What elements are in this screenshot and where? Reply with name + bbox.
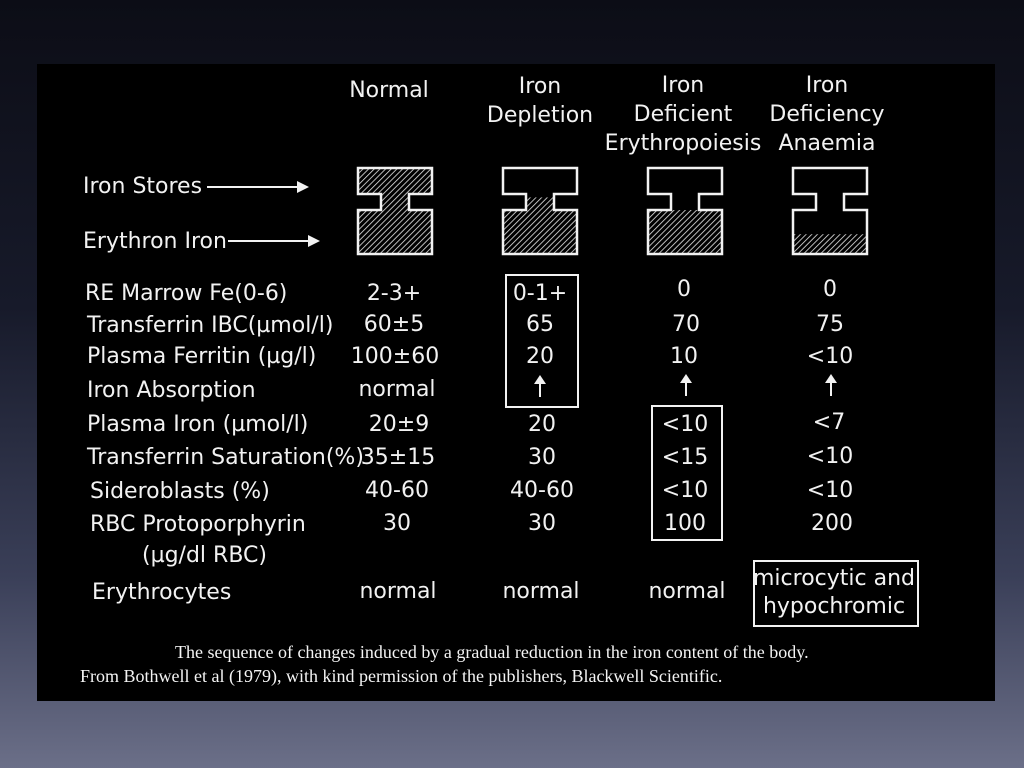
value-depletion-erythrocytes: normal: [502, 579, 580, 604]
row-label-plasma-ferritin: Plasma Ferritin (µg/l): [87, 344, 317, 369]
row-label-transferrin-ibc: Transferrin IBC(µmol/l): [87, 313, 334, 338]
iron-stores-label: Iron Stores: [83, 174, 203, 199]
value-ida-re-marrow: 0: [823, 277, 837, 302]
row-label-rbc-protoporphyrin-unit: (µg/dl RBC): [142, 543, 267, 568]
value-ide-re-marrow: 0: [677, 277, 691, 302]
value-normal-transferrin-saturation: 35±15: [360, 445, 436, 470]
value-depletion-plasma-ferritin: 20: [526, 344, 554, 369]
iron-diagram-iron-depletion: [500, 165, 580, 257]
erythron-iron-fill: [358, 210, 432, 254]
value-normal-plasma-iron: 20±9: [368, 412, 430, 437]
value-ide-plasma-iron: <10: [661, 412, 709, 437]
iron-stores-arrow-line: [207, 186, 297, 188]
row-label-iron-absorption: Iron Absorption: [87, 378, 256, 403]
value-ida-sideroblasts: <10: [806, 478, 854, 503]
row-label-erythrocytes: Erythrocytes: [92, 580, 232, 605]
header-iron-deficient-erythropoiesis: Iron Deficient Erythropoiesis: [604, 73, 762, 156]
value-ida-transferrin-ibc: 75: [816, 312, 844, 337]
value-ide-transferrin-saturation: <15: [661, 445, 709, 470]
value-depletion-plasma-iron: 20: [528, 412, 556, 437]
value-normal-sideroblasts: 40-60: [365, 478, 429, 503]
value-depletion-rbc-protoporphyrin: 30: [528, 511, 556, 536]
value-normal-rbc-protoporphyrin: 30: [383, 511, 411, 536]
erythron-iron-fill: [793, 234, 867, 254]
value-normal-transferrin-ibc: 60±5: [363, 312, 425, 337]
iron-diagram-iron-deficient-erythropoiesis: [645, 165, 725, 257]
value-depletion-transferrin-ibc: 65: [526, 312, 554, 337]
value-normal-plasma-ferritin: 100±60: [350, 344, 440, 369]
value-ida-erythrocytes: microcytic and hypochromic: [753, 566, 915, 619]
erythron-iron-fill: [503, 210, 577, 254]
iron-diagram-normal: [355, 165, 435, 257]
value-depletion-sideroblasts: 40-60: [510, 478, 574, 503]
iron-stores-fill: [358, 168, 432, 194]
iron-diagram-iron-deficiency-anaemia: [790, 165, 870, 257]
value-ide-erythrocytes: normal: [648, 579, 726, 604]
up-arrow-icon: [539, 383, 541, 397]
value-ide-plasma-ferritin: 10: [670, 344, 698, 369]
value-normal-erythrocytes: normal: [359, 579, 437, 604]
row-label-rbc-protoporphyrin: RBC Protoporphyrin: [90, 512, 306, 537]
header-iron-depletion: Iron Depletion: [486, 74, 594, 128]
erythron-iron-label: Erythron Iron: [83, 229, 227, 254]
value-normal-re-marrow: 2-3+: [366, 281, 422, 306]
caption-line-2: From Bothwell et al (1979), with kind permission of the publishers, Blackwell Scientific.: [80, 666, 723, 686]
value-ide-rbc-protoporphyrin: 100: [664, 511, 706, 536]
header-iron-deficiency-anaemia: Iron Deficiency Anaemia: [769, 73, 885, 156]
value-depletion-transferrin-saturation: 30: [528, 445, 556, 470]
erythron-iron-fill: [648, 210, 722, 254]
up-arrow-icon: [830, 382, 832, 396]
value-ide-transferrin-ibc: 70: [672, 312, 700, 337]
iron-stores-arrow-head: [297, 181, 309, 193]
value-ida-transferrin-saturation: <10: [806, 444, 854, 469]
value-ida-plasma-iron: <7: [812, 410, 846, 435]
value-normal-iron-absorption: normal: [358, 377, 436, 402]
erythron-iron-arrow-head: [308, 235, 320, 247]
up-arrow-icon: [685, 382, 687, 396]
row-label-re-marrow: RE Marrow Fe(0-6): [85, 281, 288, 306]
row-label-sideroblasts: Sideroblasts (%): [90, 479, 270, 504]
value-ide-sideroblasts: <10: [661, 478, 709, 503]
caption-line-1: The sequence of changes induced by a gradual reduction in the iron content of the body.: [175, 642, 809, 662]
row-label-plasma-iron: Plasma Iron (µmol/l): [87, 412, 309, 437]
iron-stores-fill: [381, 194, 409, 210]
value-ida-rbc-protoporphyrin: 200: [811, 511, 853, 536]
value-ida-plasma-ferritin: <10: [806, 344, 854, 369]
row-label-transferrin-saturation: Transferrin Saturation(%): [87, 445, 364, 470]
erythron-iron-arrow-line: [228, 240, 308, 242]
iron-stores-fill: [526, 197, 554, 210]
value-depletion-re-marrow: 0-1+: [512, 281, 568, 306]
header-normal: Normal: [349, 78, 429, 103]
